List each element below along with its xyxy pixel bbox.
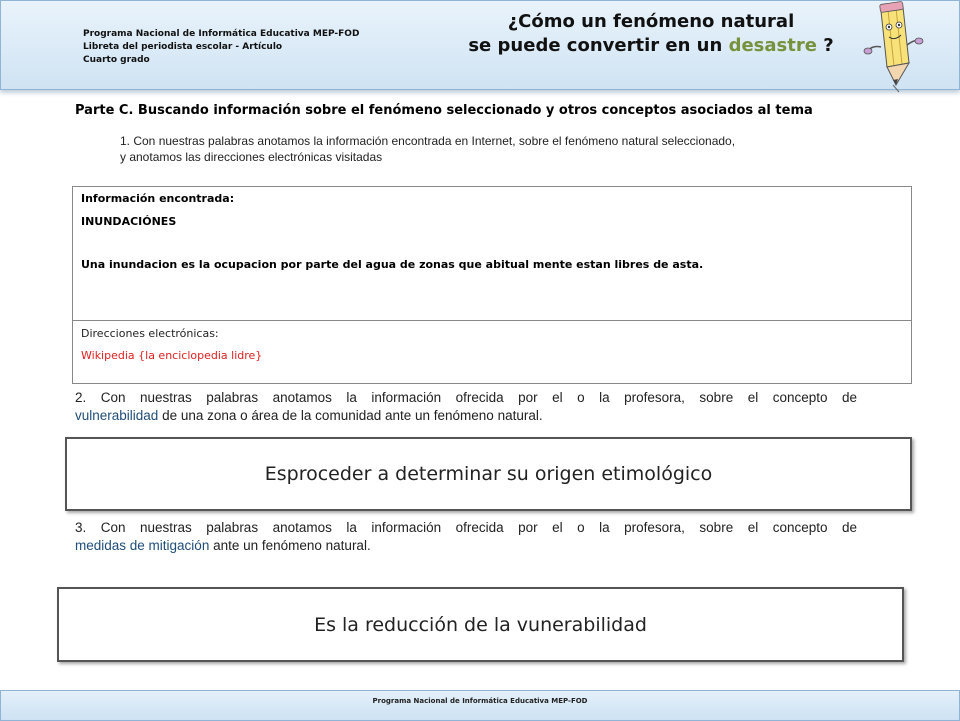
- title-prefix: se puede convertir en un: [468, 35, 729, 56]
- instruction-3-line-1: 3. Con nuestras palabras anotamos la información ofrecida por el o la profesora, sobre el concepto de: [75, 520, 857, 535]
- information-topic: INUNDACIÓNES: [81, 215, 177, 228]
- instruction-1-line-2: y anotamos las direcciones electrónicas visitadas: [120, 150, 383, 164]
- answer-box-vulnerability: [65, 437, 912, 511]
- title-line-1: ¿Cómo un fenómeno natural: [507, 11, 795, 32]
- answer-box-mitigation: [57, 587, 904, 662]
- title-highlight: desastre: [728, 35, 817, 56]
- title-suffix: ?: [816, 35, 834, 56]
- title-line-2: [441, 34, 861, 58]
- header-banner: [0, 0, 960, 90]
- answer-1-text: Esproceder a determinar su origen etimológico: [264, 463, 713, 485]
- vulnerability-term: vulnerabilidad: [75, 408, 159, 423]
- program-name: Programa Nacional de Informática Educativa MEP-FOD: [83, 29, 360, 39]
- instruction-3-rest: ante un fenómeno natural.: [209, 538, 371, 553]
- footer-banner: [0, 690, 960, 721]
- notebook-name: Libreta del periodista escolar - Artículo: [83, 42, 283, 52]
- part-heading: Parte C. Buscando información sobre el fenómeno seleccionado y otros conceptos asociados al tema: [75, 103, 813, 118]
- instruction-1-line-1: 1. Con nuestras palabras anotamos la información encontrada en Internet, sobre el fenómeno natural seleccionado,: [120, 134, 736, 148]
- addresses-label: Direcciones electrónicas:: [81, 327, 219, 340]
- instruction-1: [120, 133, 880, 165]
- instruction-2-line-1: 2. Con nuestras palabras anotamos la información ofrecida por el o la profesora, sobre el concepto de: [75, 390, 857, 405]
- answer-2-text: Es la reducción de la vunerabilidad: [314, 613, 647, 636]
- page-title: [441, 10, 861, 58]
- instruction-3-line-2: [75, 537, 857, 555]
- grade-label: Cuarto grado: [83, 55, 150, 65]
- information-definition: Una inundacion es la ocupacion por parte del agua de zonas que abitual mente estan libres de asta.: [81, 258, 704, 271]
- instruction-2-line-2: [75, 407, 857, 425]
- pencil-mascot-icon: [863, 1, 933, 93]
- information-found-label: Información encontrada:: [81, 192, 235, 205]
- instruction-2: [75, 389, 857, 425]
- footer-text: Programa Nacional de Informática Educativa MEP-FOD: [372, 697, 588, 705]
- instruction-2-rest: de una zona o área de la comunidad ante un fenómeno natural.: [158, 408, 543, 423]
- information-box: [72, 186, 912, 384]
- header-info: [83, 28, 359, 67]
- information-found-cell: [73, 187, 911, 321]
- mitigation-term: medidas de mitigación: [75, 538, 210, 553]
- instruction-3: [75, 519, 857, 555]
- addresses-value: Wikipedia {la enciclopedia lidre}: [81, 349, 263, 362]
